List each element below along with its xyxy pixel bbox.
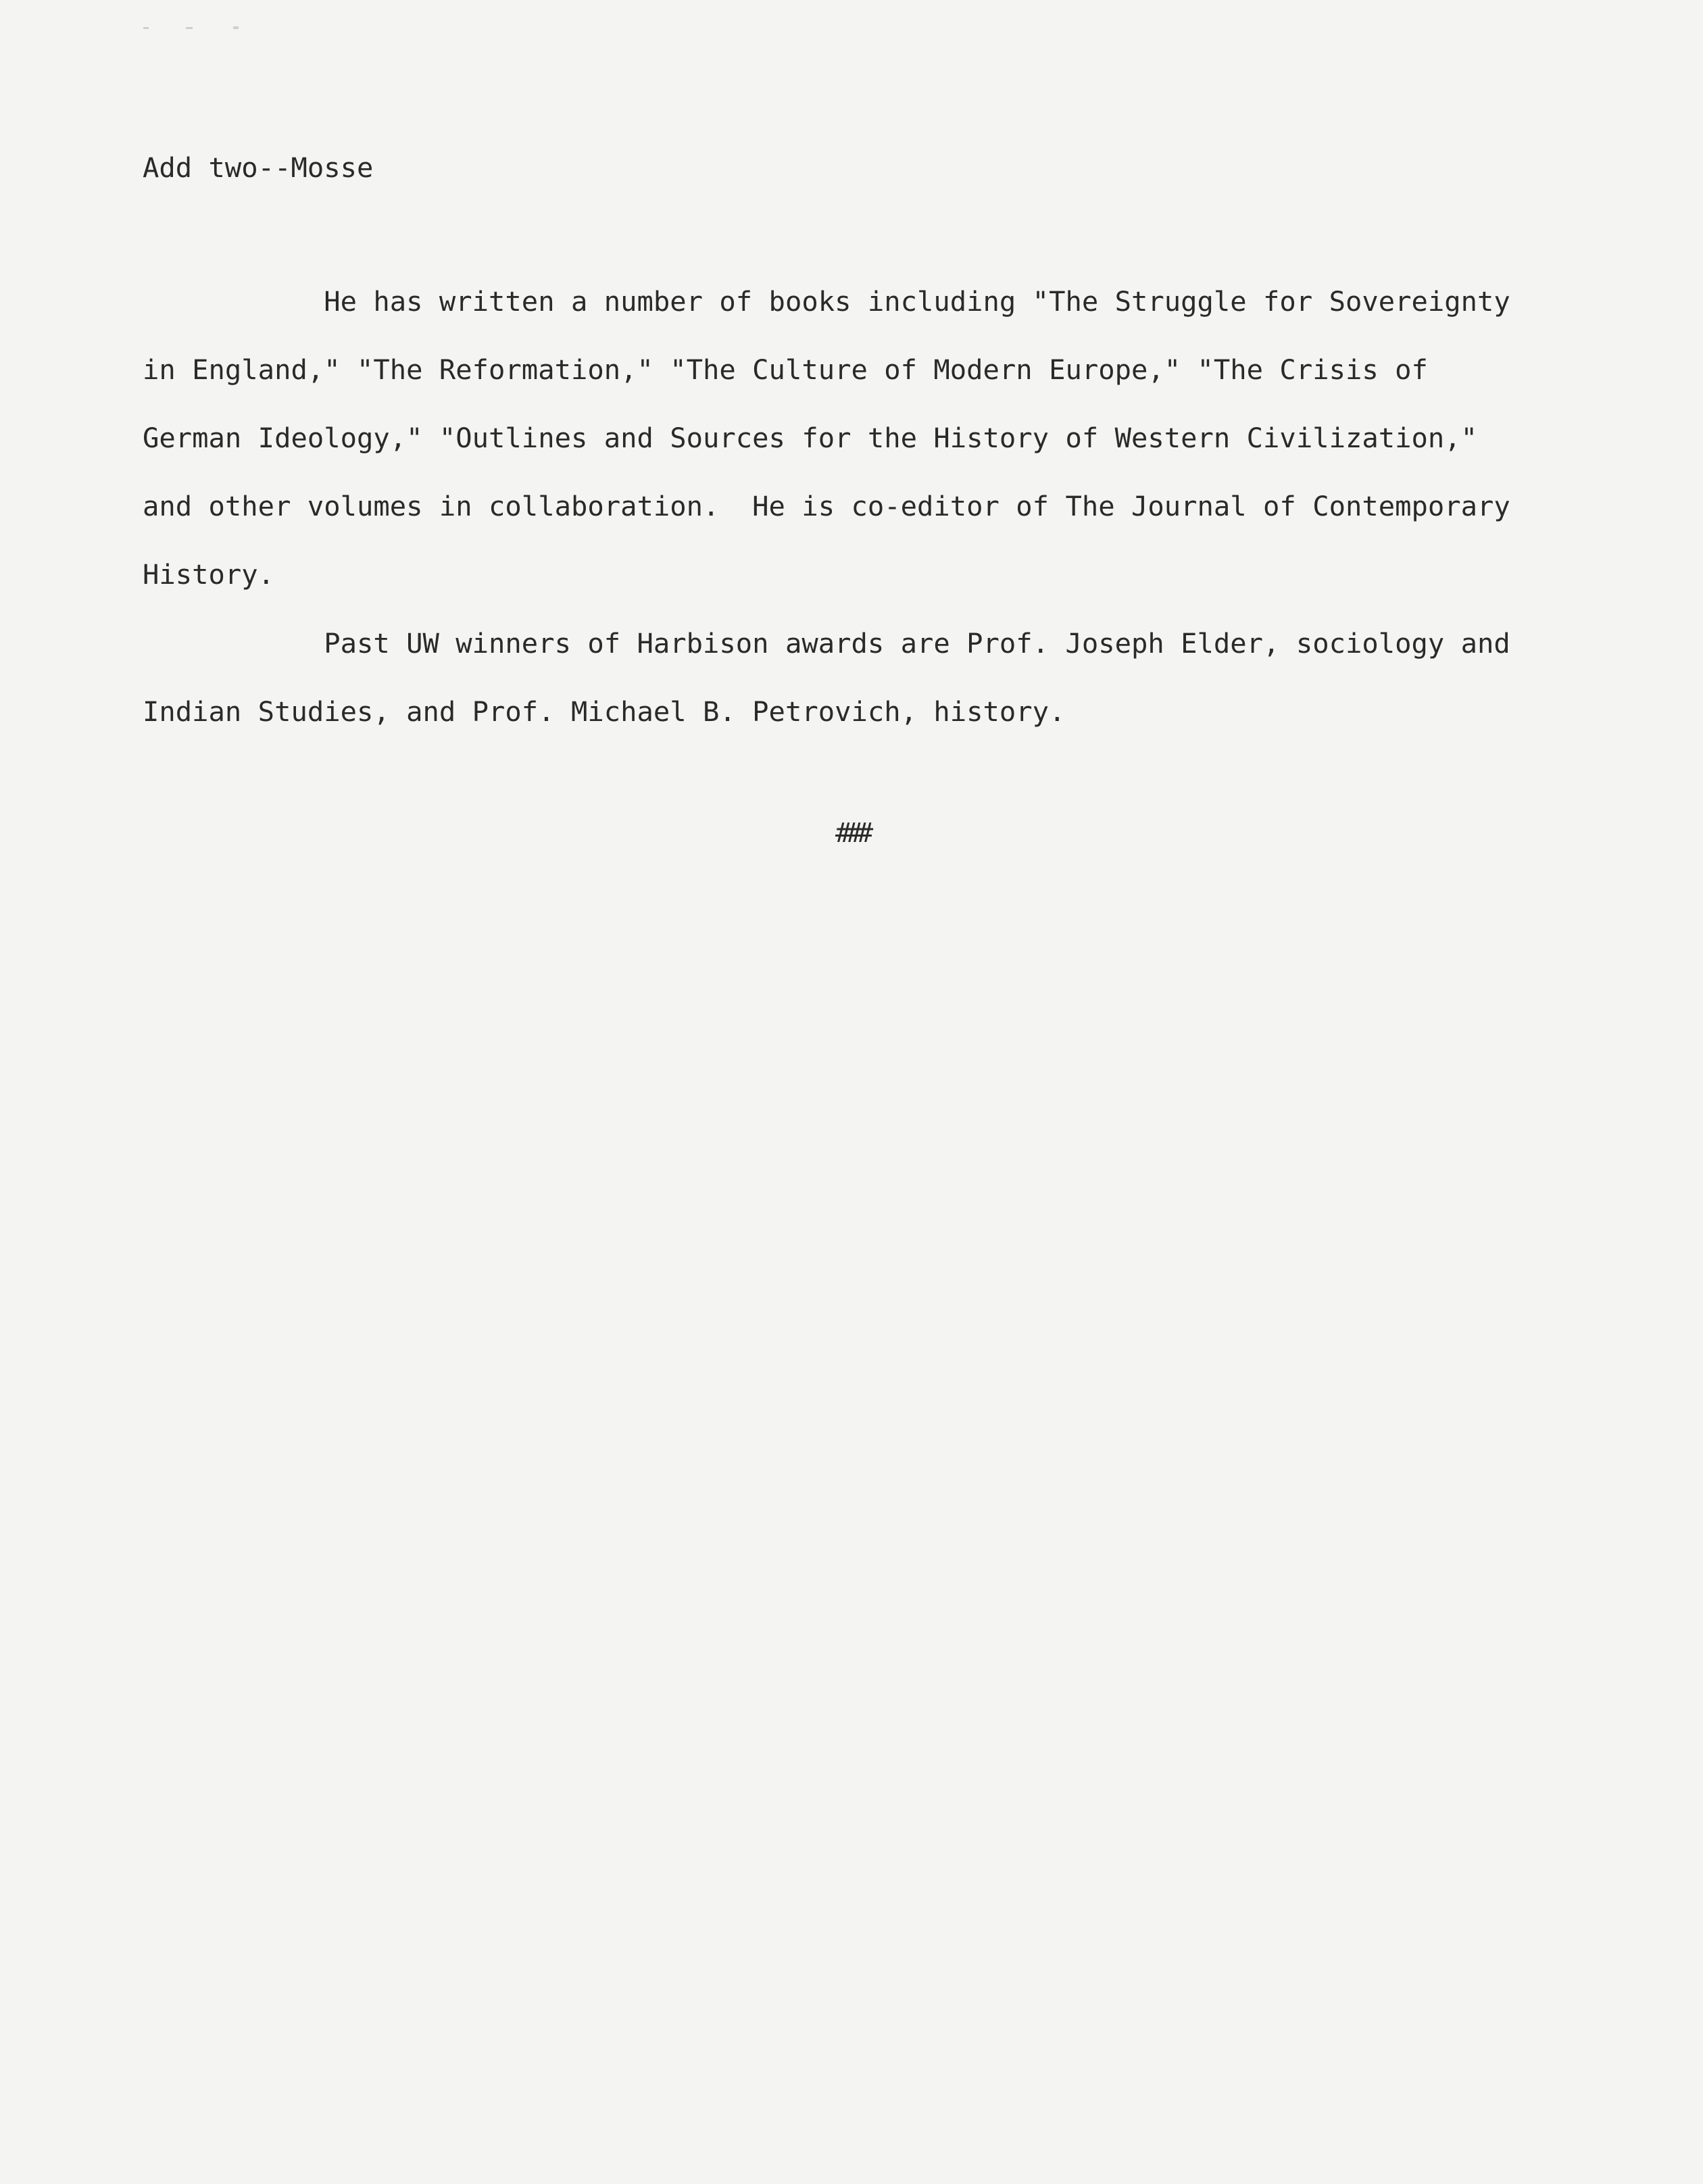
body-line: History. [143,558,275,591]
body-line: in England," "The Reformation," "The Culture of Modern Europe," "The Crisis of [143,353,1428,386]
body-line: Past UW winners of Harbison awards are Prof. Joseph Elder, sociology and [143,627,1510,660]
end-of-release-mark: ### [835,818,868,849]
page-heading: Add two--Mosse [143,151,374,184]
body-line: He has written a number of books including "The Struggle for Sovereignty [143,285,1510,318]
scan-speck [233,26,239,29]
scan-speck [186,27,193,29]
scan-speck [143,27,149,29]
body-line: and other volumes in collaboration. He is co-editor of The Journal of Contemporary [143,490,1510,522]
body-line: German Ideology," "Outlines and Sources for the History of Western Civilization," [143,422,1478,454]
body-line: Indian Studies, and Prof. Michael B. Petrovich, history. [143,695,1066,728]
